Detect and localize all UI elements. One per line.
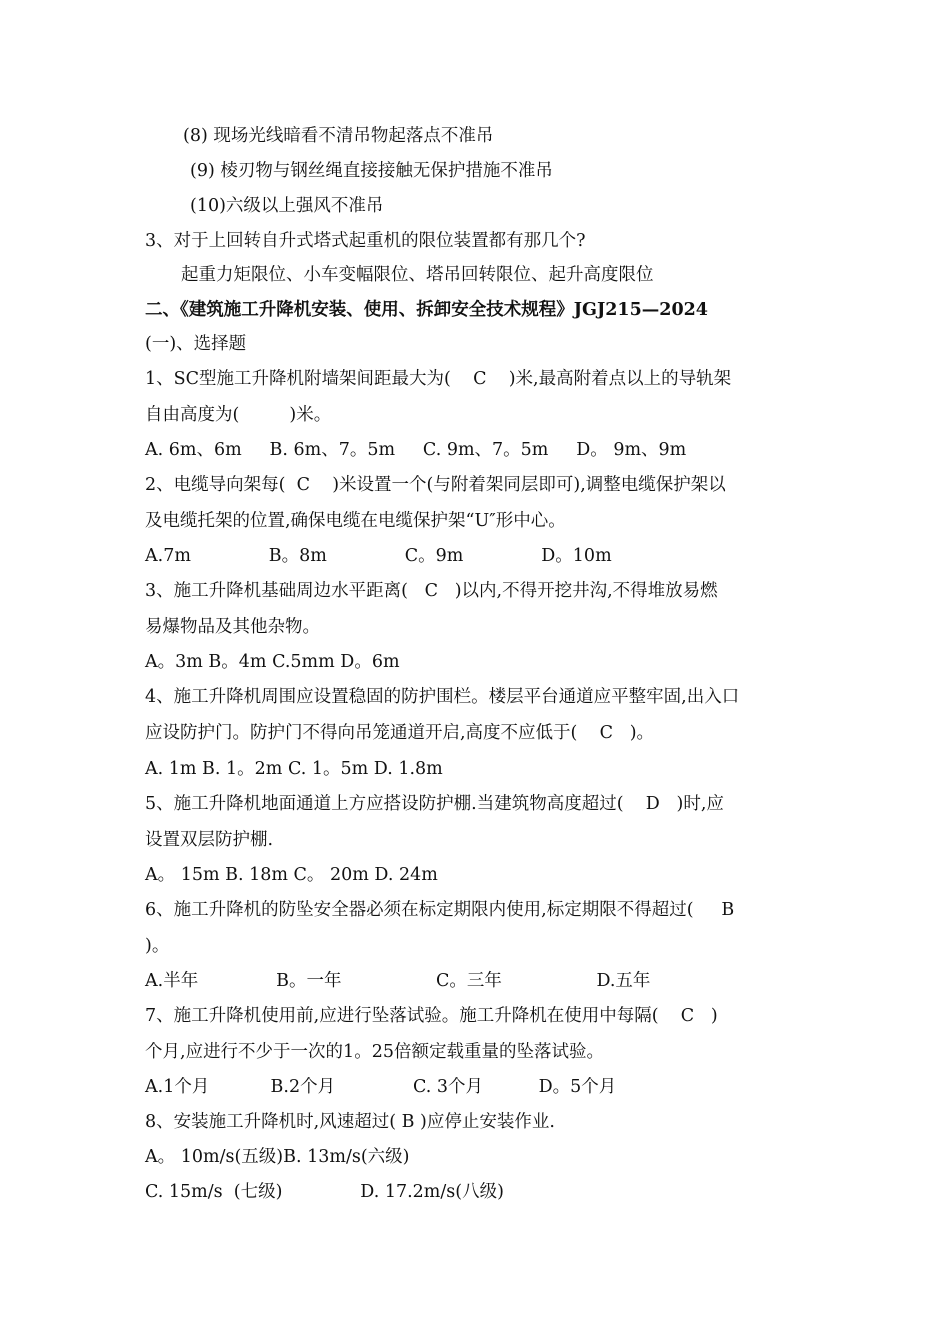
question-text: )。 <box>145 936 170 956</box>
answer-options: A.半年 B。一年 C。三年 D.五年 <box>145 971 651 991</box>
question-text: 8、安装施工升降机时,风速超过( B )应停止安装作业. <box>145 1112 555 1132</box>
section-heading: 二、《建筑施工升降机安装、使用、拆卸安全技术规程》JGJ215—2024 <box>145 300 708 320</box>
question-text: 6、施工升降机的防坠安全器必须在标定期限内使用,标定期限不得超过( B <box>145 900 735 920</box>
question-text: 3、对于上回转自升式塔式起重机的限位装置都有那几个? <box>145 231 586 251</box>
answer-options: A. 1m B. 1。2m C. 1。5m D. 1.8m <box>145 759 443 779</box>
answer-options: A。3m B。4m C.5mm D。6m <box>145 652 400 672</box>
question-text: 4、施工升降机周围应设置稳固的防护围栏。楼层平台通道应平整牢固,出入口 <box>145 687 740 707</box>
list-item: (9) 棱刃物与钢丝绳直接接触无保护措施不准吊 <box>190 161 553 181</box>
question-text: 7、施工升降机使用前,应进行坠落试验。施工升降机在使用中每隔( C ) <box>145 1006 718 1026</box>
answer-options: C. 15m/s (七级) D. 17.2m/s(八级) <box>145 1182 504 1202</box>
question-text: 自由高度为( )米。 <box>145 405 332 425</box>
answer-options: A。 15m B. 18m C。 20m D. 24m <box>145 865 438 885</box>
list-item: (8) 现场光线暗看不清吊物起落点不准吊 <box>183 126 494 146</box>
question-text: 设置双层防护棚. <box>145 830 274 850</box>
question-text: 1、SC型施工升降机附墙架间距最大为( C )米,最高附着点以上的导轨架 <box>145 369 732 389</box>
subsection-heading: (一)、选择题 <box>145 334 247 354</box>
answer-options: A.7m B。8m C。9m D。10m <box>145 546 612 566</box>
question-text: 易爆物品及其他杂物。 <box>145 617 320 637</box>
question-text: 3、施工升降机基础周边水平距离( C )以内,不得开挖井沟,不得堆放易燃 <box>145 581 718 601</box>
list-item: (10)六级以上强风不准吊 <box>190 196 384 216</box>
question-text: 及电缆托架的位置,确保电缆在电缆保护架“U″形中心。 <box>145 511 566 531</box>
question-text: 5、施工升降机地面通道上方应搭设防护棚.当建筑物高度超过( D )时,应 <box>145 794 724 814</box>
question-text: 应设防护门。防护门不得向吊笼通道开启,高度不应低于( C )。 <box>145 723 655 743</box>
question-text: 2、电缆导向架每( C )米设置一个(与附着架同层即可),调整电缆保护架以 <box>145 475 726 495</box>
answer-text: 起重力矩限位、小车变幅限位、塔吊回转限位、起升高度限位 <box>181 265 654 285</box>
answer-options: A。 10m/s(五级)B. 13m/s(六级) <box>145 1147 410 1167</box>
answer-options: A.1个月 B.2个月 C. 3个月 D。5个月 <box>145 1077 617 1097</box>
answer-options: A. 6m、6m B. 6m、7。5m C. 9m、7。5m D。 9m、9m <box>145 440 687 460</box>
question-text: 个月,应进行不少于一次的1。25倍额定载重量的坠落试验。 <box>145 1042 604 1062</box>
